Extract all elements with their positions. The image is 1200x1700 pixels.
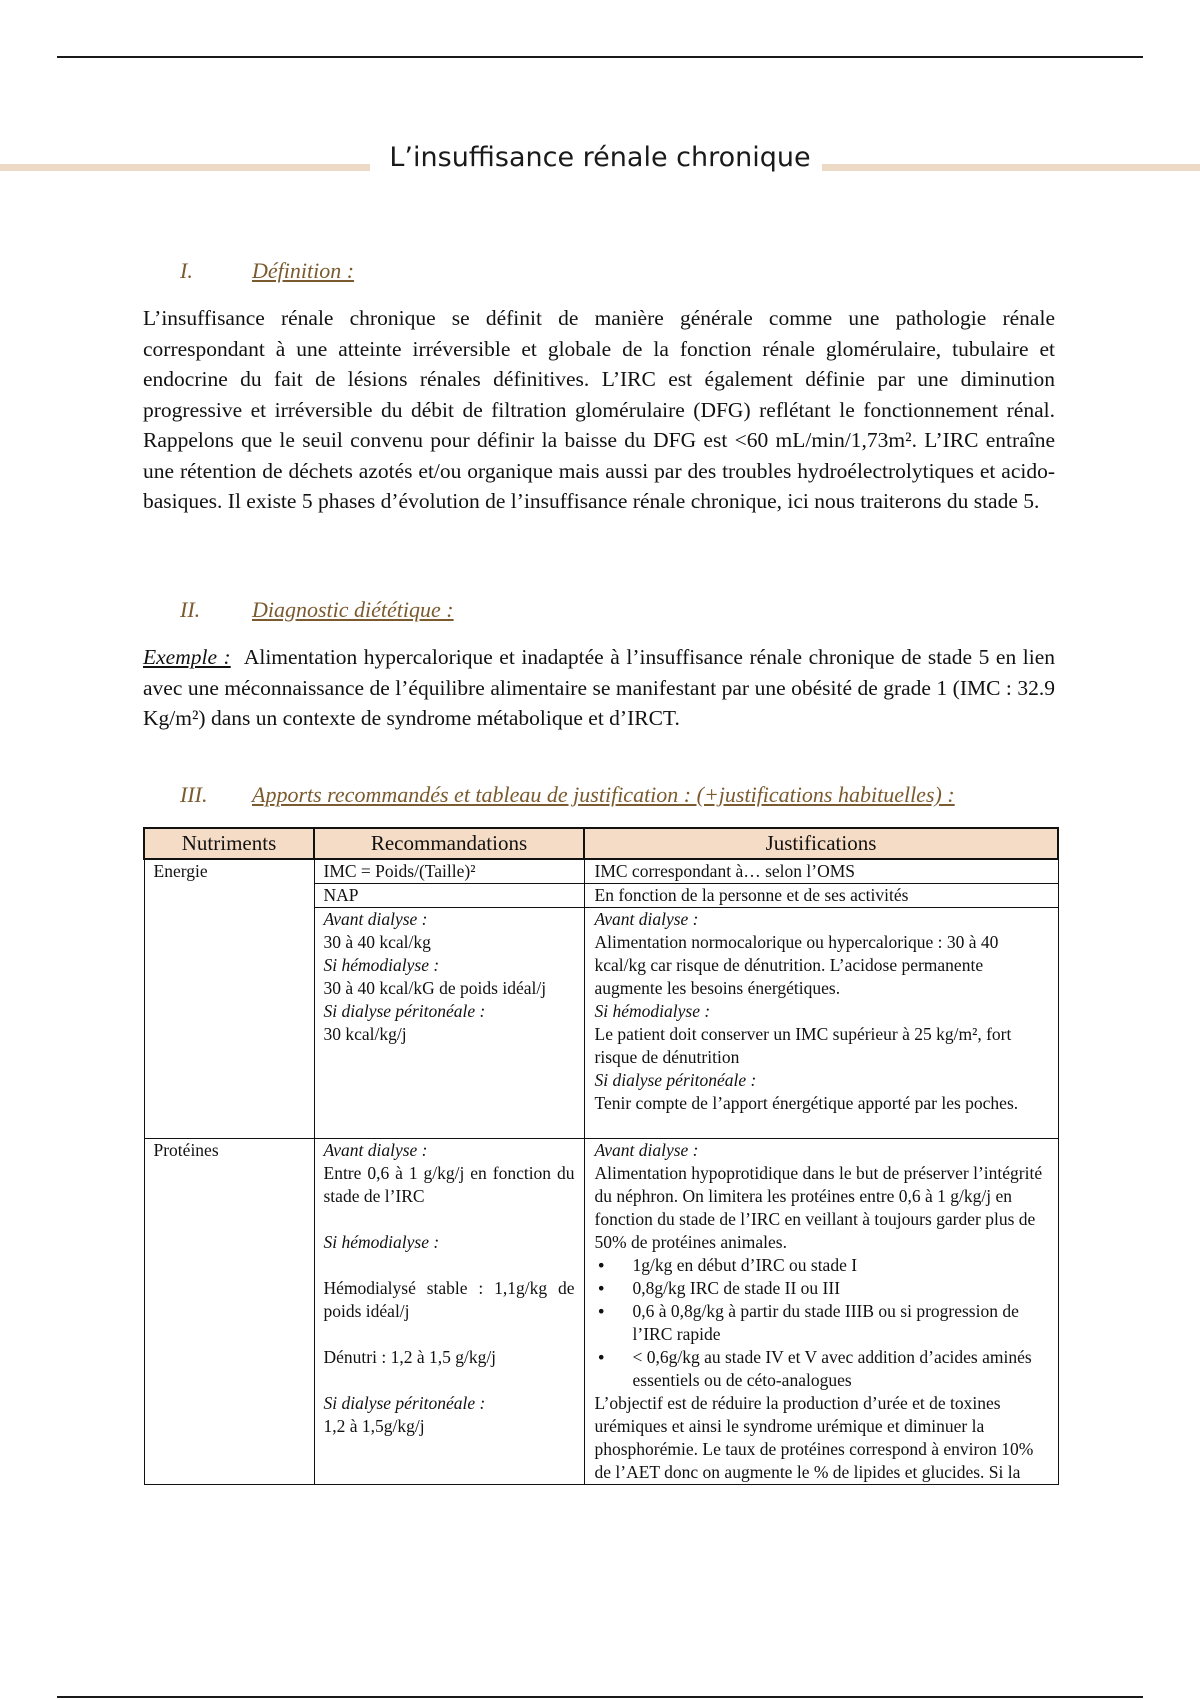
table-row <box>144 859 1058 884</box>
table-row <box>144 1139 1058 1485</box>
rec-perito-value: 30 kcal/kg/j <box>323 1024 407 1044</box>
title-band <box>0 140 1200 178</box>
header-rule <box>57 56 1143 58</box>
jus-perito-label: Si dialyse péritonéale : <box>594 1070 757 1090</box>
jus-avant-label: Avant dialyse : <box>594 909 699 929</box>
list-item: • 1g/kg en début d’IRC ou stade I <box>633 1254 1049 1277</box>
section-number: I. <box>180 258 193 283</box>
rec-prot-denutri: Dénutri : 1,2 à 1,5 g/kg/j <box>323 1347 497 1367</box>
section-number: II. <box>180 597 201 622</box>
document-title: L’insuffisance rénale chronique <box>389 142 811 173</box>
rec-avant-value: 30 à 40 kcal/kg <box>323 932 431 952</box>
jus-prot-avant-label: Avant dialyse : <box>594 1140 699 1160</box>
section-title: Définition : <box>252 258 355 283</box>
jus-nap: En fonction de la personne et de ses activités <box>584 884 1058 908</box>
rec-energie-dialyse <box>314 908 584 1139</box>
jus-proteines <box>584 1139 1058 1485</box>
rec-perito-label: Si dialyse péritonéale : <box>323 1001 486 1021</box>
jus-prot-bullets <box>595 1254 1049 1392</box>
nutrition-table <box>143 827 1059 1485</box>
example-label: Exemple : <box>143 645 231 669</box>
rec-hemo-value: 30 à 40 kcal/kG de poids idéal/j <box>323 978 547 998</box>
header-justifications: Justifications <box>584 828 1058 859</box>
nutrient-proteines: Protéines <box>144 1139 314 1485</box>
header-nutriments: Nutriments <box>144 828 314 859</box>
rec-avant-label: Avant dialyse : <box>323 909 428 929</box>
jus-imc: IMC correspondant à… selon l’OMS <box>584 859 1058 884</box>
rec-prot-hemo-stable: Hémodialysé stable : 1,1g/kg de poids idéal/j <box>323 1278 575 1321</box>
section-heading-diagnostic <box>180 597 454 623</box>
jus-perito-value: Tenir compte de l’apport énergétique apporté par les poches. <box>594 1093 1019 1113</box>
section-heading-definition <box>180 258 354 284</box>
section-title: Apports recommandés et tableau de justification : (+justifications habituelles) : <box>252 782 955 807</box>
rec-nap: NAP <box>314 884 584 908</box>
header-recommandations: Recommandations <box>314 828 584 859</box>
rec-prot-avant-value: Entre 0,6 à 1 g/kg/j en fonction du stade de l’IRC <box>323 1163 575 1206</box>
rec-prot-avant-label: Avant dialyse : <box>323 1140 428 1160</box>
jus-avant-value: Alimentation normocalorique ou hypercalorique : 30 à 40 kcal/kg car risque de dénutrition. L’acidose permanente augmente les besoins énergétiques. <box>594 932 999 998</box>
section-heading-apports <box>180 782 955 808</box>
jus-hemo-label: Si hémodialyse : <box>594 1001 711 1021</box>
definition-paragraph: L’insuffisance rénale chronique se définit de manière générale comme une pathologie rénale correspondant à une atteinte irréversible et globale de la fonction rénale glomérulaire, tubulaire et endocrine du fait de lésions rénales définitives. L’IRC est également définie par une diminution progressive et irréversible du débit de filtration glomérulaire (DFG) reflétant le fonctionnement rénal. Rappelons que le seuil convenu pour définir la baisse du DFG est <60 mL/min/1,73m². L’IRC entraîne une rétention de déchets azotés et/ou organique mais aussi par des troubles hydroélectrolytiques et acido-basiques. Il existe 5 phases d’évolution de l’insuffisance rénale chronique, ici nous traiterons du stade 5. <box>143 306 1055 513</box>
rec-hemo-label: Si hémodialyse : <box>323 955 440 975</box>
rec-prot-perito-label: Si dialyse péritonéale : <box>323 1393 486 1413</box>
list-item: • 0,6 à 0,8g/kg à partir du stade IIIB ou si progression de l’IRC rapide <box>633 1300 1049 1346</box>
jus-prot-outro: L’objectif est de réduire la production d’urée et de toxines urémiques et ainsi le syndrome urémique et diminuer la phosphorémie. Le taux de protéines correspond à environ 10% de l’AET donc on augmente le % de lipides et glucides. Si la <box>594 1393 1034 1482</box>
section-number: III. <box>180 782 208 807</box>
list-item: • < 0,6g/kg au stade IV et V avec addition d’acides aminés essentiels ou de céto-analogues <box>633 1346 1049 1392</box>
footer-rule <box>57 1696 1143 1698</box>
nutrient-energie: Energie <box>144 859 314 1139</box>
rec-prot-hemo-label: Si hémodialyse : <box>323 1232 440 1252</box>
diagnostic-paragraph <box>143 642 1055 734</box>
jus-hemo-value: Le patient doit conserver un IMC supérieur à 25 kg/m², fort risque de dénutrition <box>594 1024 1012 1067</box>
table-header-row <box>144 828 1058 859</box>
section-title: Diagnostic diététique : <box>252 597 454 622</box>
jus-prot-intro: Alimentation hypoprotidique dans le but de préserver l’intégrité du néphron. On limitera les protéines entre 0,6 à 1 g/kg/j en fonction du stade de l’IRC en veillant à toujours garder plus de 50% de protéines animales. <box>594 1163 1043 1252</box>
rec-imc: IMC = Poids/(Taille)² <box>314 859 584 884</box>
jus-energie-dialyse <box>584 908 1058 1139</box>
diagnostic-text: Alimentation hypercalorique et inadaptée à l’insuffisance rénale chronique de stade 5 en lien avec une méconnaissance de l’équilibre alimentaire se manifestant par une obésité de grade 1 (IMC : 32.9 Kg/m²) dans un contexte de syndrome métabolique et d’IRCT. <box>143 645 1056 730</box>
list-item: • 0,8g/kg IRC de stade II ou III <box>633 1277 1049 1300</box>
rec-proteines <box>314 1139 584 1485</box>
rec-prot-perito-value: 1,2 à 1,5g/kg/j <box>323 1416 425 1436</box>
